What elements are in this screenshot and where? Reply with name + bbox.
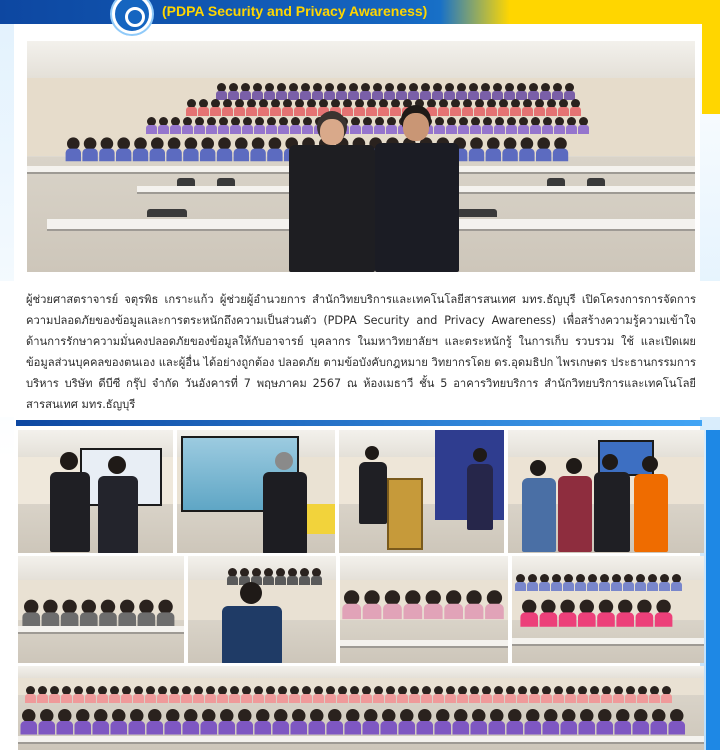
staff-photo [508, 430, 704, 553]
audience-photo-1 [18, 556, 184, 663]
podium-photo [339, 430, 504, 553]
logo-circle-icon [112, 0, 152, 34]
audience-photo-3 [340, 556, 508, 663]
group-photo [27, 41, 695, 272]
presentation-photo [177, 430, 335, 553]
speakers-photo [18, 430, 173, 553]
event-description: ผู้ช่วยศาสตราจารย์ จตุรพิธ เกราะแก้ว ผู้ช่วยผู้อำนวยการ สำนักวิทยบริการและเทคโนโลยีสารสนเทศ มทร.ธัญบุรี เปิดโครงการการจัดการความปลอดภัยของข้อมูลและการตระหนักถึงความเป็นส่วนตัว (PDPA Security and Privacy Awareness) เพื่อสร้างความรู้ความเข้าใจด้านการรักษาความมั่นคงปลอดภัยของข้อมูลให้กับอาจารย์ บุคลากร ในมหาวิทยาลัยฯ และตระหนักรู้ ในการเก็บ รวบรวม ใช้ และเปิดเผยข้อมูลส่วนบุคคลของตนเอง และผู้อื่น ได้อย่างถูกต้อง ปลอดภัย ตามข้อบังคับกฎหมาย วิทยากรโดย ดร.อุดมธิปก ไพรเกษตร ประธานกรรมการบริหาร บริษัท ดีบีซี กรุ๊ป จำกัด วันอังคารที่ 7 พฤษภาคม 2567 ณ ห้องเมธาวี ชั้น 5 อาคารวิทยบริการ สำนักวิทยบริการและเทคโนโลยีสารสนเทศ มทร.ธัญบุรี [26, 293, 696, 411]
right-blue-stripe [706, 430, 720, 750]
audience-photo-4 [512, 556, 704, 663]
banner-accent-stripe [440, 0, 720, 24]
right-yellow-stripe [702, 24, 720, 114]
section-divider [16, 420, 702, 426]
audience-photo-5 [18, 666, 704, 750]
audience-photo-2 [188, 556, 336, 663]
banner-title: (PDPA Security and Privacy Awareness) [162, 3, 428, 19]
